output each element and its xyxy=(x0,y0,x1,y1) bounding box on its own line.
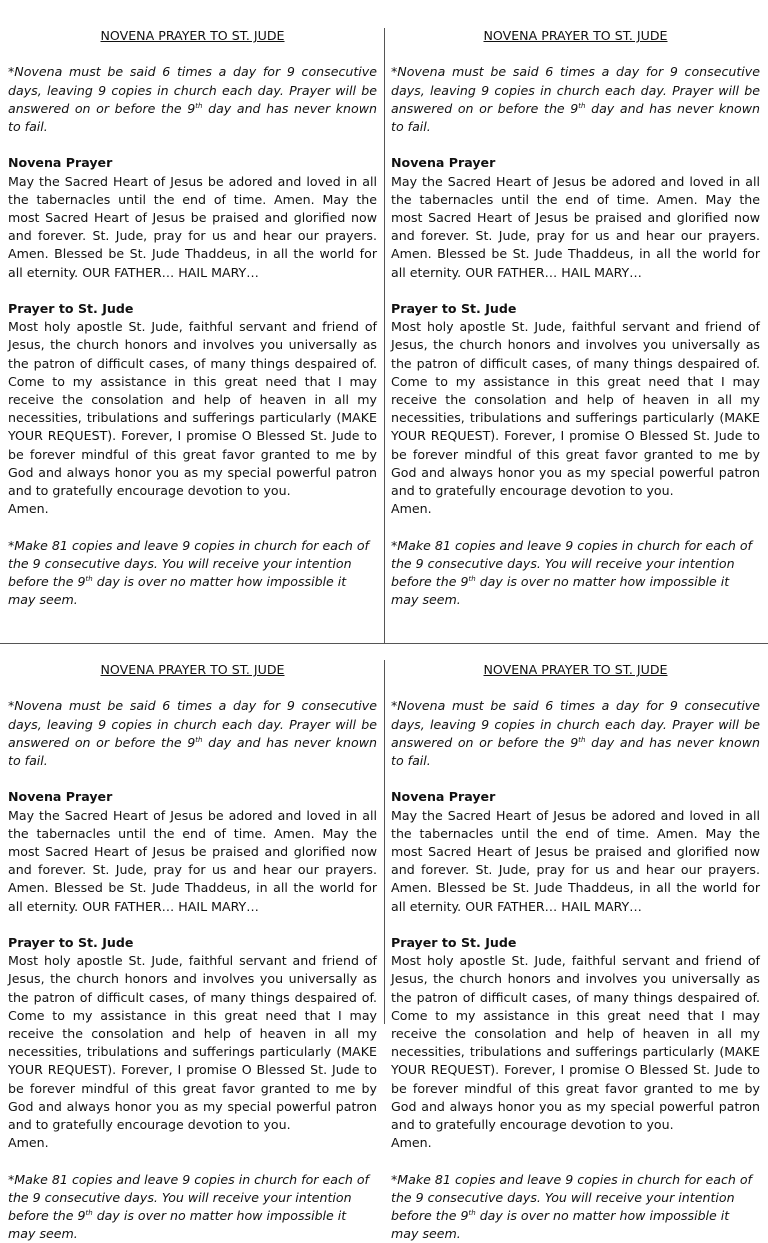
novena-card-bottom-left xyxy=(8,661,377,1243)
card-title: NOVENA PRAYER TO ST. JUDE xyxy=(483,28,668,43)
card-title: NOVENA PRAYER TO ST. JUDE xyxy=(100,662,285,677)
novena-prayer-text: May the Sacred Heart of Jesus be adored and loved in all the tabernacles until the end of time. Amen. May the most Sacred Heart of Jesus be praised and glorified now and forever. St. Jude, pray for us and hear our prayers. Amen. Blessed be St. Jude Thaddeus, in all the world for all eternity. OUR FATHER… HAIL MARY… xyxy=(391,807,760,914)
prayer-to-st-jude-heading: Prayer to St. Jude xyxy=(8,934,134,950)
vertical-divider-bottom xyxy=(384,660,385,1024)
novena-card-top-left xyxy=(8,27,377,609)
novena-prayer-text: May the Sacred Heart of Jesus be adored and loved in all the tabernacles until the end of time. Amen. May the most Sacred Heart of Jesus be praised and glorified now and forever. St. Jude, pray for us and hear our prayers. Amen. Blessed be St. Jude Thaddeus, in all the world for all eternity. OUR FATHER… HAIL MARY… xyxy=(391,173,760,280)
amen-text: Amen. xyxy=(391,501,432,517)
novena-prayer-heading: Novena Prayer xyxy=(8,155,113,171)
card-intro: *Novena must be said 6 times a day for 9 consecutive days, leaving 9 copies in church each day. Prayer will be answered on or before the 9th day and has never known to fail. xyxy=(391,64,760,134)
horizontal-cut-line xyxy=(0,643,768,644)
card-closing: *Make 81 copies and leave 9 copies in church for each of the 9 consecutive days. You will receive your intention before the 9th day is over no matter how impossible it may seem. xyxy=(391,537,752,608)
card-closing: *Make 81 copies and leave 9 copies in church for each of the 9 consecutive days. You will receive your intention before the 9th day is over no matter how impossible it may seem. xyxy=(8,537,369,608)
amen-text: Amen. xyxy=(8,501,49,517)
card-closing: *Make 81 copies and leave 9 copies in church for each of the 9 consecutive days. You will receive your intention before the 9th day is over no matter how impossible it may seem. xyxy=(391,1171,752,1242)
novena-prayer-text: May the Sacred Heart of Jesus be adored and loved in all the tabernacles until the end of time. Amen. May the most Sacred Heart of Jesus be praised and glorified now and forever. St. Jude, pray for us and hear our prayers. Amen. Blessed be St. Jude Thaddeus, in all the world for all eternity. OUR FATHER… HAIL MARY… xyxy=(8,807,377,914)
novena-prayer-heading: Novena Prayer xyxy=(391,789,496,805)
novena-prayer-text: May the Sacred Heart of Jesus be adored and loved in all the tabernacles until the end of time. Amen. May the most Sacred Heart of Jesus be praised and glorified now and forever. St. Jude, pray for us and hear our prayers. Amen. Blessed be St. Jude Thaddeus, in all the world for all eternity. OUR FATHER… HAIL MARY… xyxy=(8,173,377,280)
card-title: NOVENA PRAYER TO ST. JUDE xyxy=(100,28,285,43)
card-intro: *Novena must be said 6 times a day for 9 consecutive days, leaving 9 copies in church each day. Prayer will be answered on or before the 9th day and has never known to fail. xyxy=(8,698,377,768)
novena-prayer-heading: Novena Prayer xyxy=(8,789,113,805)
novena-card-bottom-right xyxy=(391,661,760,1243)
card-intro: *Novena must be said 6 times a day for 9 consecutive days, leaving 9 copies in church each day. Prayer will be answered on or before the 9th day and has never known to fail. xyxy=(391,698,760,768)
amen-text: Amen. xyxy=(391,1135,432,1151)
prayer-to-st-jude-heading: Prayer to St. Jude xyxy=(8,300,134,316)
prayer-to-st-jude-heading: Prayer to St. Jude xyxy=(391,300,517,316)
card-closing: *Make 81 copies and leave 9 copies in church for each of the 9 consecutive days. You will receive your intention before the 9th day is over no matter how impossible it may seem. xyxy=(8,1171,369,1242)
novena-card-top-right xyxy=(391,27,760,609)
prayer-to-st-jude-heading: Prayer to St. Jude xyxy=(391,934,517,950)
prayer-to-st-jude-text: Most holy apostle St. Jude, faithful servant and friend of Jesus, the church honors and involves you universally as the patron of difficult cases, of many things despaired of. Come to my assistance in this great need that I may receive the consolation and help of heaven in all my necessities, tribulations and sufferings particularly (MAKE YOUR REQUEST). Forever, I promise O Blessed St. Jude to be forever mindful of this great favor granted to me by God and always honor you as my special powerful patron and to gratefully encourage devotion to you. xyxy=(8,953,377,1133)
card-title: NOVENA PRAYER TO ST. JUDE xyxy=(483,662,668,677)
prayer-to-st-jude-text: Most holy apostle St. Jude, faithful servant and friend of Jesus, the church honors and involves you universally as the patron of difficult cases, of many things despaired of. Come to my assistance in this great need that I may receive the consolation and help of heaven in all my necessities, tribulations and sufferings particularly (MAKE YOUR REQUEST). Forever, I promise O Blessed St. Jude to be forever mindful of this great favor granted to me by God and always honor you as my special powerful patron and to gratefully encourage devotion to you. xyxy=(391,953,760,1133)
prayer-to-st-jude-text: Most holy apostle St. Jude, faithful servant and friend of Jesus, the church honors and involves you universally as the patron of difficult cases, of many things despaired of. Come to my assistance in this great need that I may receive the consolation and help of heaven in all my necessities, tribulations and sufferings particularly (MAKE YOUR REQUEST). Forever, I promise O Blessed St. Jude to be forever mindful of this great favor granted to me by God and always honor you as my special powerful patron and to gratefully encourage devotion to you. xyxy=(8,319,377,499)
card-intro: *Novena must be said 6 times a day for 9 consecutive days, leaving 9 copies in church each day. Prayer will be answered on or before the 9th day and has never known to fail. xyxy=(8,64,377,134)
vertical-divider-top xyxy=(384,28,385,643)
novena-prayer-heading: Novena Prayer xyxy=(391,155,496,171)
prayer-to-st-jude-text: Most holy apostle St. Jude, faithful servant and friend of Jesus, the church honors and involves you universally as the patron of difficult cases, of many things despaired of. Come to my assistance in this great need that I may receive the consolation and help of heaven in all my necessities, tribulations and sufferings particularly (MAKE YOUR REQUEST). Forever, I promise O Blessed St. Jude to be forever mindful of this great favor granted to me by God and always honor you as my special powerful patron and to gratefully encourage devotion to you. xyxy=(391,319,760,499)
amen-text: Amen. xyxy=(8,1135,49,1151)
